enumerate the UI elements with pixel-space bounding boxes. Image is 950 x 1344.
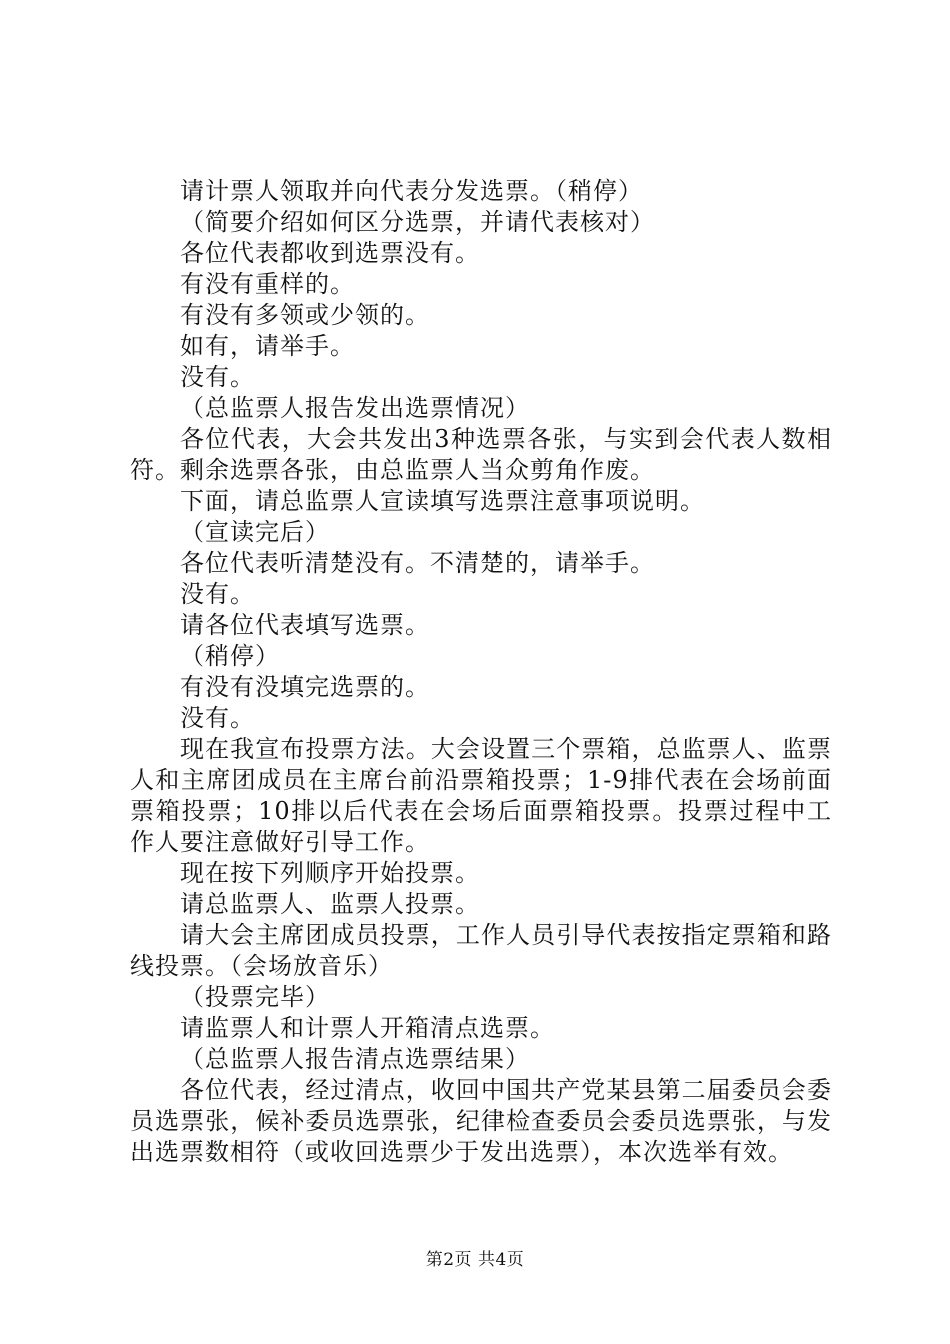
paragraph: 下面，请总监票人宣读填写选票注意事项说明。 [180,487,705,515]
paragraph: （宣读完后） [180,518,330,546]
paragraph: 各位代表都收到选票没有。 [180,239,480,267]
paragraph: 请大会主席团成员投票，工作人员引导代表按指定票箱和路线投票。（会场放音乐） [130,921,832,980]
paragraph: （简要介绍如何区分选票，并请代表核对） [180,208,655,236]
paragraph: 请监票人和计票人开箱清点选票。 [180,1014,555,1042]
paragraph: 各位代表听清楚没有。不清楚的，请举手。 [180,549,655,577]
paragraph: 各位代表，经过清点，收回中国共产党某县第二届委员会委员选票张，候补委员选票张，纪律检查委员会委员选票张，与发出选票数相符（或收回选票少于发出选票），本次选举有效。 [130,1076,832,1166]
paragraph: 各位代表，大会共发出3种选票各张，与实到会代表人数相符。剩余选票各张，由总监票人当众剪角作废。 [130,425,832,484]
paragraph: （总监票人报告清点选票结果） [180,1045,530,1073]
paragraph: 有没有重样的。 [180,270,355,298]
paragraph: 请计票人领取并向代表分发选票。（稍停） [180,177,643,205]
paragraph: 请各位代表填写选票。 [180,611,430,639]
paragraph: （投票完毕） [180,983,330,1011]
document-body [130,176,832,1168]
paragraph: （总监票人报告发出选票情况） [180,394,530,422]
paragraph: 有没有多领或少领的。 [180,301,430,329]
paragraph: 没有。 [180,580,255,608]
paragraph: 没有。 [180,363,255,391]
paragraph: 现在按下列顺序开始投票。 [180,859,480,887]
paragraph: 如有，请举手。 [180,332,355,360]
paragraph: 没有。 [180,704,255,732]
paragraph: 现在我宣布投票方法。大会设置三个票箱，总监票人、监票人和主席团成员在主席台前沿票箱投票；1-9排代表在会场前面票箱投票；10排以后代表在会场后面票箱投票。投票过程中工作人要注意做好引导工作。 [130,735,832,856]
paragraph: （稍停） [180,642,280,670]
paragraph: 有没有没填完选票的。 [180,673,430,701]
page-number-footer: 第2页 共4页 [425,1250,525,1270]
paragraph: 请总监票人、监票人投票。 [180,890,480,918]
